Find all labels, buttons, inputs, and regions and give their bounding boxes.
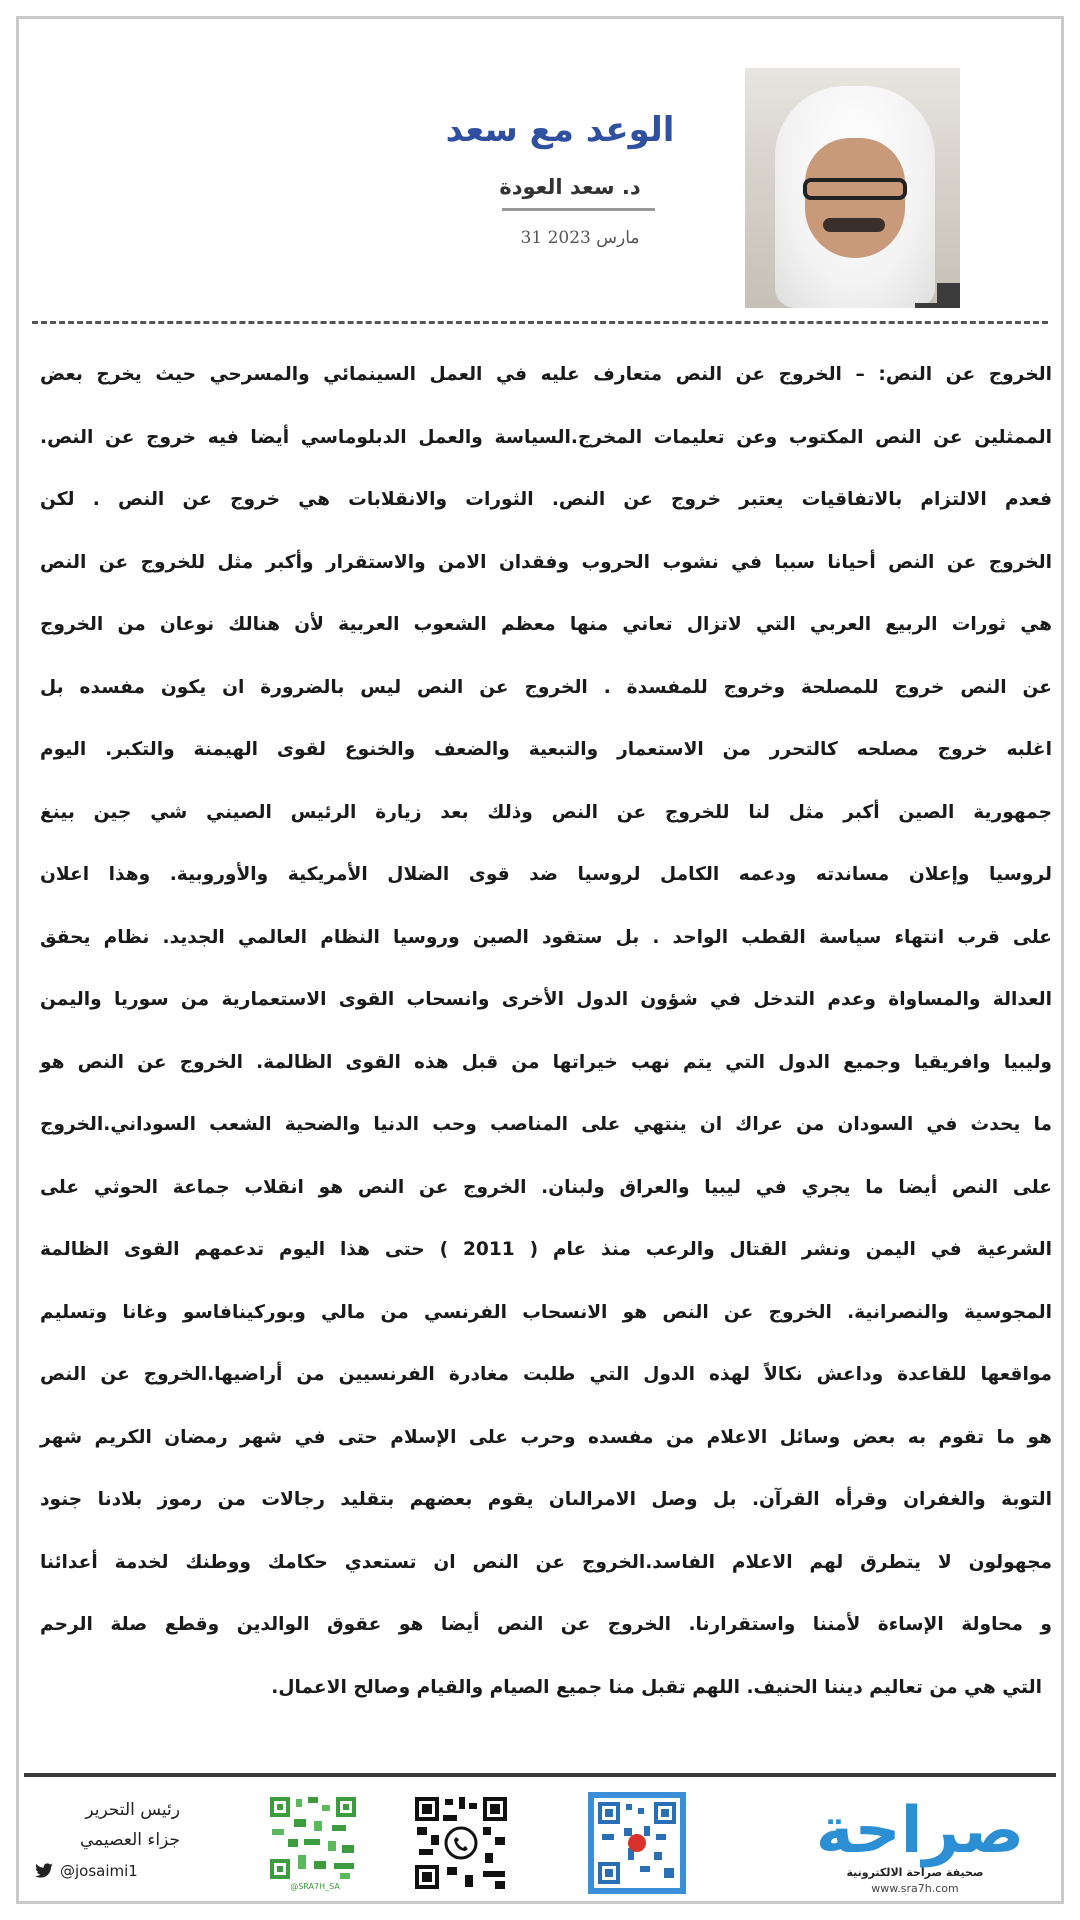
article-line: العدالة والمساواة وعدم التدخل في شؤون الدول الأخرى وانسحاب القوى الاستعمارية من سوريا واليمن — [40, 989, 1052, 1010]
article-line: على قرب انتهاء سياسة القطب الواحد . بل ستقود الصين وروسيا النظام العالمي الجديد. نظام يحقق — [40, 926, 1052, 948]
article-line: اغلبه خروج مصلحه كالتحرر من الاستعمار والتبعية والضعف والخنوع لقوى الهيمنة والتكبر. اليوم — [40, 739, 1052, 760]
twitter-icon — [34, 1863, 54, 1879]
qr-green-label: @SRA7H_SA — [290, 1882, 340, 1891]
article-line: مجهولون لا يتطرق لهم الاعلام الفاسد.الخروج عن النص ان تستعدي حكامك ووطنك لخدمة أعدائنا — [40, 1551, 1052, 1573]
logo-url: www.sra7h.com — [871, 1882, 959, 1895]
article-line: الخروج عن النص: – الخروج عن النص متعارف عليه في العمل السينمائي والمسرحي حيث يخرج بعض — [40, 364, 1052, 385]
logo-subtitle: صحيفة صراحة الالكترونية — [846, 1866, 984, 1879]
author-name: د. سعد العودة — [499, 175, 641, 199]
article-line: التي هي من تعاليم ديننا الحنيف. اللهم تقبل منا جميع الصيام والقيام وصالح الاعمال. — [271, 1676, 1042, 1698]
editor-in-chief-name: جزاء العصيمي — [80, 1830, 180, 1850]
article-line: مواقعها للقاعدة وداعش نكالاً لهذه الدول التي طلبت مغادرة الفرنسيين من أراضيها.الخروج عن النص — [40, 1364, 1052, 1385]
article-title: الوعد مع سعد — [445, 110, 675, 150]
qr-code-whatsapp-icon[interactable] — [413, 1795, 509, 1891]
article-line: المجوسية والنصرانية. الخروج عن النص هو الانسحاب الفرنسي من مالي وبوركينافاسو وغانا وتسليم — [40, 1301, 1052, 1323]
qr-code-blue-icon[interactable] — [588, 1792, 686, 1894]
article-body — [40, 355, 1052, 1730]
author-photo — [745, 68, 960, 308]
logo-wordmark: صراحة — [815, 1794, 1025, 1868]
site-logo[interactable] — [780, 1794, 1050, 1897]
publish-date: 31 مارس 2023 — [520, 228, 640, 248]
article-line: التوبة والغفران وقرأه القرآن. بل وصل الامرالىان يقوم بعضهم بتقليد رجالات من رموز بلادنا جنود — [40, 1489, 1052, 1510]
article-line: فعدم الالتزام بالاتفاقيات يعتبر خروج عن النص. الثورات والانقلابات هي خروج عن النص . لكن — [40, 489, 1052, 510]
article-line: على النص أيضا ما يجري في ليبيا والعراق ولبنان. الخروج عن النص هو انقلاب جماعة الحوثي على — [40, 1176, 1052, 1198]
author-underline — [502, 208, 655, 211]
article-line: هو ما تقوم به بعض وسائل الاعلام من مفسده وحرب على الإسلام حتى في شهر رمضان الكريم شهر — [40, 1426, 1052, 1448]
article-line: الشرعية في اليمن ونشر القتال والرعب منذ عام ( 2011 ) حتى هذا اليوم تدعمهم القوى الظالمة — [40, 1239, 1052, 1260]
footer — [0, 1780, 1080, 1910]
article-line: وليبيا وافريقيا وجميع الدول التي يتم نهب خيراتها من قبل هذه القوى الظالمة. الخروج عن النص هو — [40, 1051, 1052, 1073]
article-line: ما يحدث في السودان من عراك ان ينتهي على المناصب وحب الدنيا والضحية الشعب السوداني.الخروج — [40, 1114, 1052, 1135]
editor-in-chief-label: رئيس التحرير — [85, 1800, 180, 1820]
article-line: هي ثورات الربيع العربي التي لاتزال تعاني منها معظم الشعوب العربية لأن هنالك نوعان من الخروج — [40, 614, 1052, 635]
twitter-handle-text: @josaimi1 — [60, 1862, 138, 1880]
article-line: الخروج عن النص أحيانا سببا في نشوب الحروب وفقدان الامن والاستقرار وأكبر مثل للخروج عن النص — [40, 551, 1052, 573]
article-line: و محاولة الإساءة لأمننا واستقرارنا. الخروج عن النص أيضا هو عقوق الوالدين وقطع صلة الرحم — [40, 1614, 1052, 1635]
footer-divider — [24, 1773, 1056, 1777]
editor-twitter-handle[interactable] — [34, 1862, 194, 1880]
article-line: عن النص خروج للمصلحة وخروج للمفسدة . الخروج عن النص ليس بالضرورة ان يكون مفسده بل — [40, 676, 1052, 698]
header-divider — [32, 321, 1048, 324]
qr-code-green-icon[interactable] — [268, 1795, 358, 1891]
article-line: الممثلين عن النص المكتوب وعن تعليمات المخرج.السياسة والعمل الدبلوماسي أيضا فيه خروج عن النص. — [40, 426, 1052, 448]
article-line: جمهورية الصين أكبر مثل لنا للخروج عن النص وذلك بعد زيارة الرئيس الصيني شي جين بينغ — [40, 801, 1052, 823]
article-line: لروسيا وإعلان مساندته ودعمه الكامل لروسيا ضد قوى الضلال الأمريكية والأوروبية. وهذا اعلان — [40, 864, 1052, 885]
